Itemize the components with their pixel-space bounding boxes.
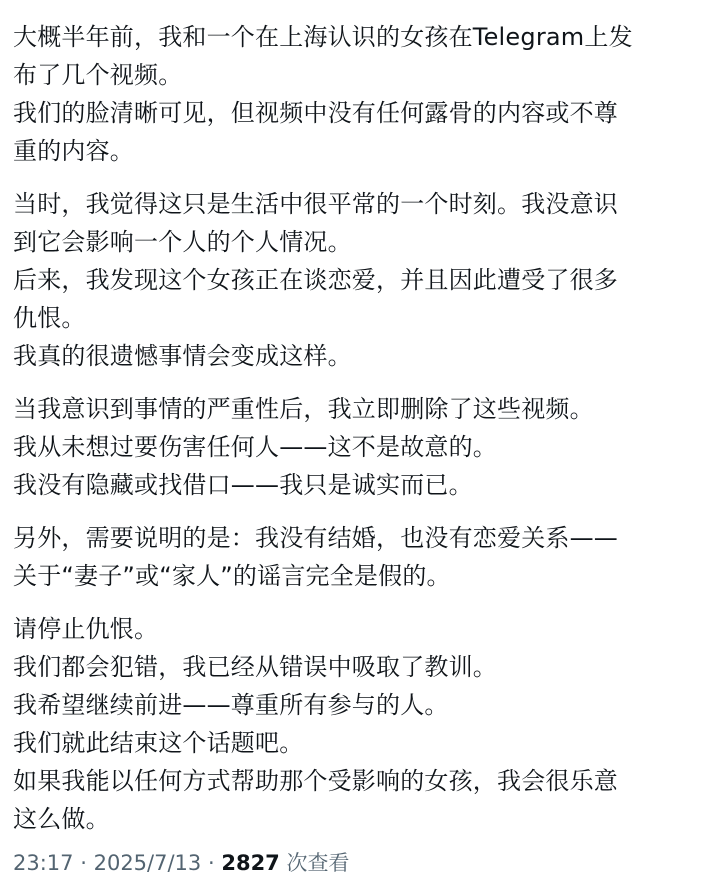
post-text-line: 我没有隐藏或找借口——我只是诚实而已。 [13, 471, 473, 499]
post-text-line: 大概半年前，我和一个在上海认识的女孩在Telegram上发 [13, 23, 633, 51]
meta-separator: · [207, 851, 215, 875]
post-text-line: 仇恨。 [13, 304, 86, 332]
post-time[interactable]: 23:17 [13, 851, 74, 875]
post-text-line: 当我意识到事情的严重性后，我立即删除了这些视频。 [13, 395, 594, 423]
post-text-line: 后来，我发现这个女孩正在谈恋爱，并且因此遭受了很多 [13, 266, 618, 294]
post-paragraph-2 [13, 185, 707, 375]
post-date[interactable]: 2025/7/13 [93, 851, 202, 875]
post-text-line: 我们的脸清晰可见，但视频中没有任何露骨的内容或不尊 [13, 99, 618, 127]
views-count[interactable]: 2827 [221, 851, 280, 875]
post-text-line: 我希望继续前进——尊重所有参与的人。 [13, 691, 449, 719]
post-text-line: 这么做。 [13, 805, 110, 833]
post-text-line: 重的内容。 [13, 137, 134, 165]
post-text-line: 如果我能以任何方式帮助那个受影响的女孩，我会很乐意 [13, 767, 618, 795]
post-paragraph-3 [13, 390, 707, 504]
meta-separator: · [80, 851, 87, 875]
post-text-line: 关于“妻子”或“家人”的谣言完全是假的。 [13, 562, 451, 590]
post-text-line: 到它会影响一个人的个人情况。 [13, 228, 352, 256]
post-text-line: 我们就此结束这个话题吧。 [13, 729, 304, 757]
post-text-line: 我从未想过要伤害任何人——这不是故意的。 [13, 433, 497, 461]
post-text-line: 另外，需要说明的是：我没有结婚，也没有恋爱关系—— [13, 524, 618, 552]
post-paragraph-1 [13, 18, 707, 170]
post-paragraph-4 [13, 519, 707, 595]
post-text-line: 布了几个视频。 [13, 61, 183, 89]
views-label[interactable]: 次查看 [286, 851, 350, 875]
post-body [13, 18, 707, 853]
post-paragraph-5 [13, 610, 707, 838]
post-metadata [13, 845, 349, 881]
post-text-line: 我真的很遗憾事情会变成这样。 [13, 342, 352, 370]
post-text-line: 当时，我觉得这只是生活中很平常的一个时刻。我没意识 [13, 190, 618, 218]
post-text-line: 请停止仇恨。 [13, 615, 159, 643]
post-text-line: 我们都会犯错，我已经从错误中吸取了教训。 [13, 653, 497, 681]
